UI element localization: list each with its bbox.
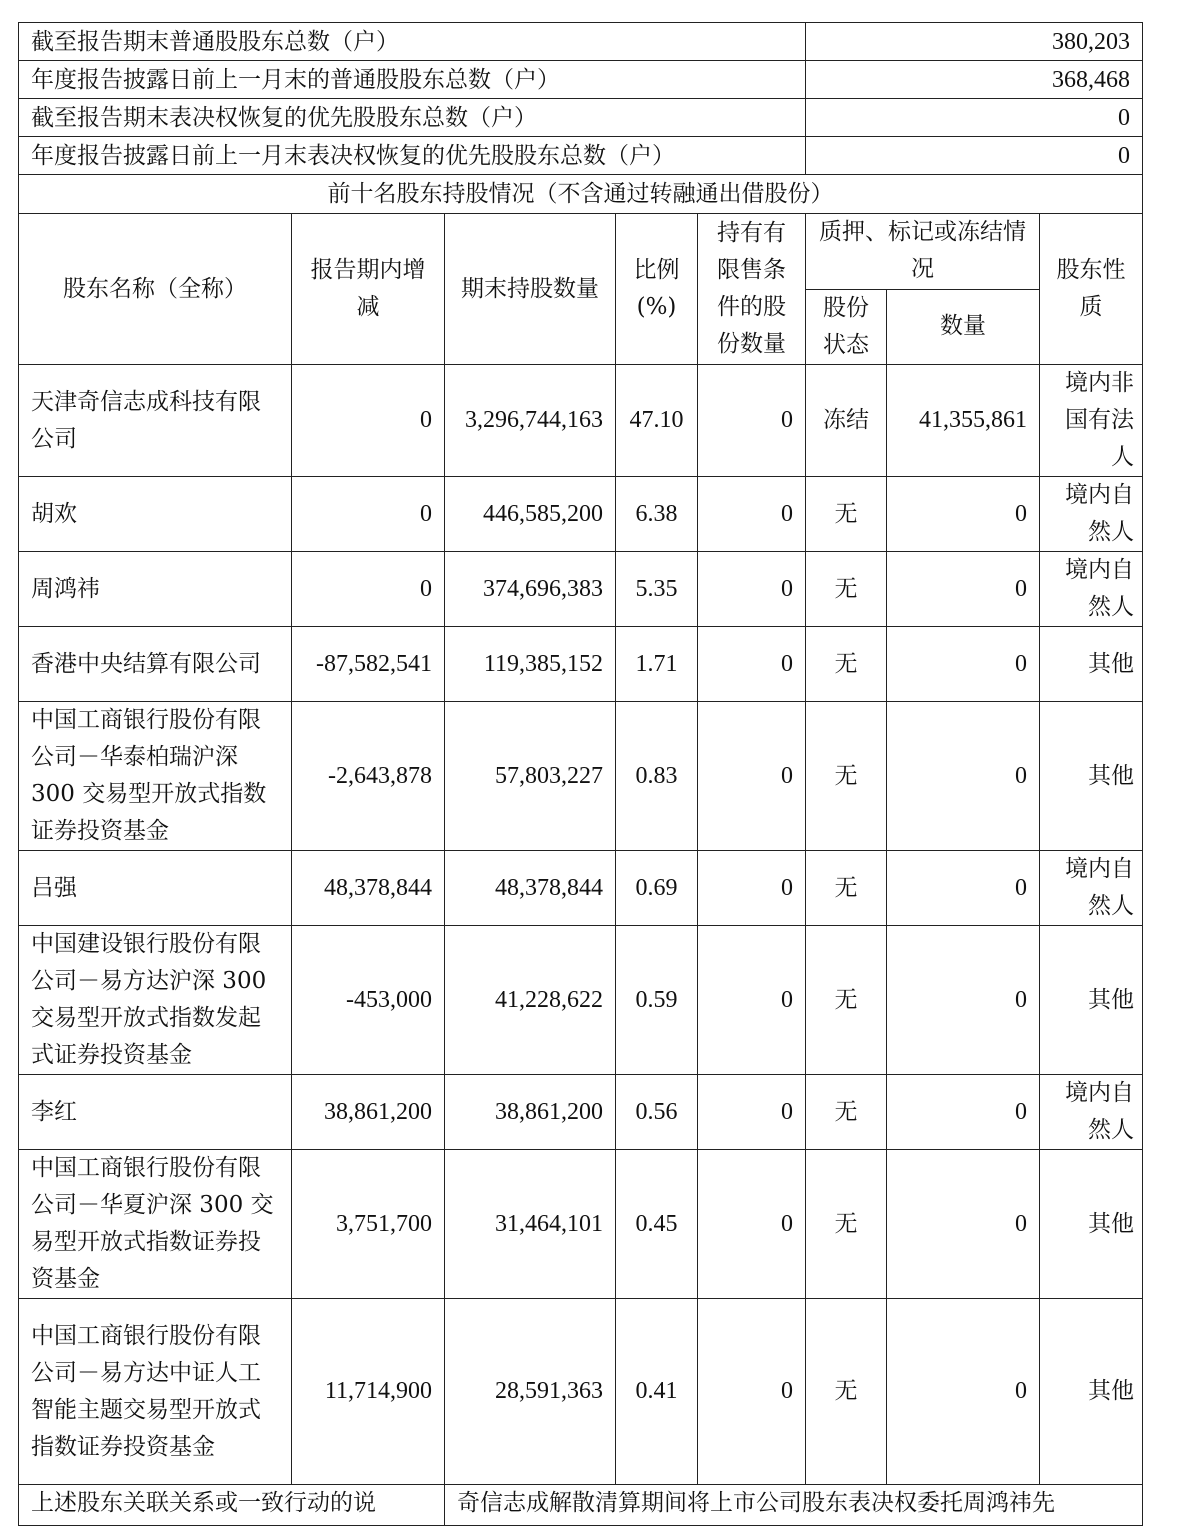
restricted-cell: 0	[698, 552, 806, 627]
shareholder-name: 吕强	[19, 851, 292, 926]
shareholder-name: 中国工商银行股份有限公司－易方达中证人工智能主题交易型开放式指数证券投资基金	[19, 1299, 292, 1485]
footer-text: 奇信志成解散清算期间将上市公司股东表决权委托周鸿祎先	[445, 1485, 1143, 1526]
summary-label: 截至报告期末表决权恢复的优先股股东总数（户）	[19, 99, 806, 137]
summary-value: 368,468	[806, 61, 1143, 99]
summary-label: 年度报告披露日前上一月末的普通股股东总数（户）	[19, 61, 806, 99]
pledge-qty-cell: 0	[887, 477, 1040, 552]
nature-cell: 其他	[1040, 1299, 1143, 1485]
nature-cell: 境内自然人	[1040, 552, 1143, 627]
shares-cell: 119,385,152	[445, 627, 616, 702]
shareholder-name: 天津奇信志成科技有限公司	[19, 365, 292, 477]
pledge-status-cell: 无	[806, 702, 887, 851]
change-cell: 48,378,844	[292, 851, 445, 926]
restricted-cell: 0	[698, 702, 806, 851]
footer-row	[19, 1485, 1143, 1526]
change-cell: -2,643,878	[292, 702, 445, 851]
header-nature: 股东性质	[1040, 214, 1143, 365]
pledge-status-cell: 无	[806, 1075, 887, 1150]
section-title-row	[19, 175, 1143, 214]
change-cell: 11,714,900	[292, 1299, 445, 1485]
table-row	[19, 926, 1143, 1075]
summary-value: 0	[806, 99, 1143, 137]
summary-row	[19, 137, 1143, 175]
ratio-cell: 47.10	[616, 365, 698, 477]
nature-cell: 其他	[1040, 627, 1143, 702]
pledge-status-cell: 无	[806, 552, 887, 627]
pledge-status-cell: 无	[806, 477, 887, 552]
shareholder-table	[18, 22, 1143, 1526]
shares-cell: 48,378,844	[445, 851, 616, 926]
restricted-cell: 0	[698, 926, 806, 1075]
shares-cell: 31,464,101	[445, 1150, 616, 1299]
restricted-cell: 0	[698, 365, 806, 477]
table-row	[19, 627, 1143, 702]
summary-row	[19, 61, 1143, 99]
pledge-qty-cell: 0	[887, 1299, 1040, 1485]
ratio-cell: 5.35	[616, 552, 698, 627]
shareholder-name: 胡欢	[19, 477, 292, 552]
summary-row	[19, 99, 1143, 137]
shares-cell: 3,296,744,163	[445, 365, 616, 477]
change-cell: 0	[292, 477, 445, 552]
summary-value: 0	[806, 137, 1143, 175]
pledge-qty-cell: 0	[887, 627, 1040, 702]
header-restricted: 持有有限售条件的股份数量	[698, 214, 806, 365]
pledge-status-cell: 无	[806, 926, 887, 1075]
table-row	[19, 477, 1143, 552]
restricted-cell: 0	[698, 1299, 806, 1485]
change-cell: -87,582,541	[292, 627, 445, 702]
restricted-cell: 0	[698, 851, 806, 926]
pledge-qty-cell: 0	[887, 1075, 1040, 1150]
pledge-qty-cell: 0	[887, 702, 1040, 851]
shares-cell: 446,585,200	[445, 477, 616, 552]
pledge-status-cell: 无	[806, 851, 887, 926]
pledge-qty-cell: 0	[887, 1150, 1040, 1299]
nature-cell: 境内自然人	[1040, 1075, 1143, 1150]
shares-cell: 57,803,227	[445, 702, 616, 851]
shares-cell: 41,228,622	[445, 926, 616, 1075]
header-name: 股东名称（全称）	[19, 214, 292, 365]
summary-label: 截至报告期末普通股股东总数（户）	[19, 23, 806, 61]
restricted-cell: 0	[698, 627, 806, 702]
ratio-cell: 0.59	[616, 926, 698, 1075]
pledge-qty-cell: 0	[887, 851, 1040, 926]
ratio-cell: 1.71	[616, 627, 698, 702]
pledge-status-cell: 冻结	[806, 365, 887, 477]
nature-cell: 其他	[1040, 1150, 1143, 1299]
shares-cell: 28,591,363	[445, 1299, 616, 1485]
shareholder-name: 中国工商银行股份有限公司－华泰柏瑞沪深 300 交易型开放式指数证券投资基金	[19, 702, 292, 851]
ratio-cell: 0.69	[616, 851, 698, 926]
ratio-cell: 0.83	[616, 702, 698, 851]
header-shares: 期末持股数量	[445, 214, 616, 365]
restricted-cell: 0	[698, 1075, 806, 1150]
table-row	[19, 1299, 1143, 1485]
summary-value: 380,203	[806, 23, 1143, 61]
ratio-cell: 6.38	[616, 477, 698, 552]
change-cell: 38,861,200	[292, 1075, 445, 1150]
summary-label: 年度报告披露日前上一月末表决权恢复的优先股股东总数（户）	[19, 137, 806, 175]
nature-cell: 境内自然人	[1040, 851, 1143, 926]
table-row	[19, 702, 1143, 851]
change-cell: -453,000	[292, 926, 445, 1075]
header-pledge-qty: 数量	[887, 289, 1040, 365]
pledge-qty-cell: 0	[887, 926, 1040, 1075]
table-row	[19, 365, 1143, 477]
shareholder-name: 周鸿祎	[19, 552, 292, 627]
shares-cell: 38,861,200	[445, 1075, 616, 1150]
change-cell: 3,751,700	[292, 1150, 445, 1299]
nature-cell: 其他	[1040, 926, 1143, 1075]
ratio-cell: 0.56	[616, 1075, 698, 1150]
nature-cell: 境内非国有法人	[1040, 365, 1143, 477]
change-cell: 0	[292, 365, 445, 477]
section-title: 前十名股东持股情况（不含通过转融通出借股份）	[19, 175, 1143, 214]
change-cell: 0	[292, 552, 445, 627]
pledge-qty-cell: 41,355,861	[887, 365, 1040, 477]
shares-cell: 374,696,383	[445, 552, 616, 627]
shareholder-name: 中国建设银行股份有限公司－易方达沪深 300 交易型开放式指数发起式证券投资基金	[19, 926, 292, 1075]
shareholder-name: 香港中央结算有限公司	[19, 627, 292, 702]
ratio-cell: 0.45	[616, 1150, 698, 1299]
footer-label: 上述股东关联关系或一致行动的说	[19, 1485, 445, 1526]
pledge-qty-cell: 0	[887, 552, 1040, 627]
pledge-status-cell: 无	[806, 1150, 887, 1299]
pledge-status-cell: 无	[806, 627, 887, 702]
table-row	[19, 1150, 1143, 1299]
shareholder-name: 李红	[19, 1075, 292, 1150]
header-ratio: 比例(%)	[616, 214, 698, 365]
nature-cell: 境内自然人	[1040, 477, 1143, 552]
header-change: 报告期内增减	[292, 214, 445, 365]
table-row	[19, 552, 1143, 627]
restricted-cell: 0	[698, 477, 806, 552]
header-pledge: 质押、标记或冻结情况	[806, 214, 1040, 290]
header-row	[19, 214, 1143, 290]
summary-row	[19, 23, 1143, 61]
table-row	[19, 851, 1143, 926]
header-pledge-status: 股份状态	[806, 289, 887, 365]
shareholder-name: 中国工商银行股份有限公司－华夏沪深 300 交易型开放式指数证券投资基金	[19, 1150, 292, 1299]
restricted-cell: 0	[698, 1150, 806, 1299]
ratio-cell: 0.41	[616, 1299, 698, 1485]
nature-cell: 其他	[1040, 702, 1143, 851]
table-row	[19, 1075, 1143, 1150]
pledge-status-cell: 无	[806, 1299, 887, 1485]
